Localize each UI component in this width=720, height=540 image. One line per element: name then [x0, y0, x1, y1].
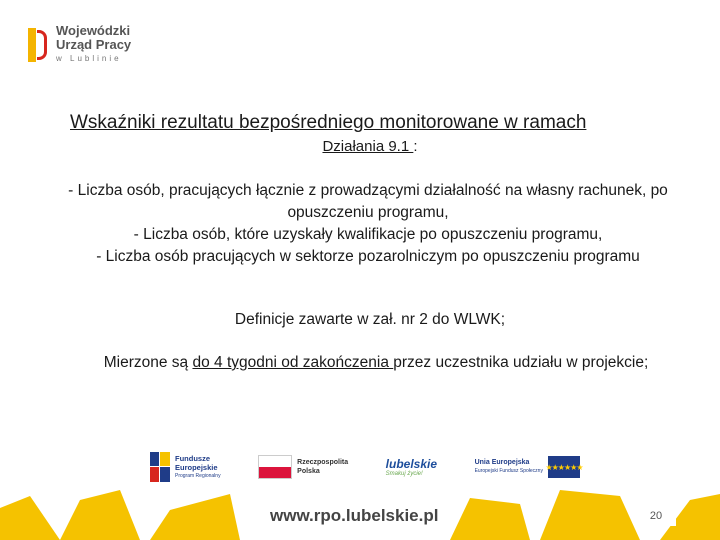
logo-line3: w Lublinie — [56, 54, 122, 63]
banner-shape — [60, 490, 140, 540]
eu-flag-icon: ★★★★★★ — [548, 456, 580, 478]
subtitle-colon: : — [413, 138, 418, 155]
banner-shape — [150, 494, 240, 540]
lubelskie-slogan: Smakuj życie! — [385, 471, 423, 477]
wup-lublin-logo — [28, 24, 131, 66]
banner-shape — [450, 498, 530, 540]
lubelskie-text: lubelskie — [385, 457, 438, 471]
page-number: 20 — [636, 506, 676, 526]
fundusze-europejskie-logo — [150, 452, 221, 482]
definitions-note: Definicje zawarte w zał. nr 2 do WLWK; — [234, 311, 506, 328]
fundusze-europejskie-icon — [150, 452, 170, 482]
wup-logo-text — [56, 24, 131, 66]
fe-line1: Fundusze — [175, 453, 210, 463]
list-item: - Liczba osób pracujących w sektorze pozarolniczym po opuszczeniu programu — [96, 248, 640, 265]
fe-line3: Program Regionalny — [175, 472, 221, 479]
website-url[interactable]: www.rpo.lubelskie.pl — [270, 506, 439, 525]
eu-line2: Europejski Fundusz Społeczny — [474, 468, 543, 474]
unia-europejska-logo — [474, 456, 583, 478]
logo-line2: Urząd Pracy — [56, 37, 132, 52]
banner-shape — [540, 490, 640, 540]
measured-post: przez uczestnika udziału w projekcie; — [393, 354, 649, 371]
slide-subtitle — [0, 138, 720, 155]
subtitle-underlined: Działania 9.1 — [322, 138, 414, 155]
indicator-list — [60, 180, 676, 268]
fe-line2: Europejskie — [175, 462, 218, 472]
polish-flag-icon — [258, 455, 292, 479]
lubelskie-logo — [386, 457, 437, 477]
list-item: - Liczba osób, pracujących łącznie z prowadzącymi działalność na własny rachunek, po opuszczeniu programu, — [68, 182, 668, 221]
rp-line2: Polska — [297, 468, 320, 475]
list-item: - Liczba osób, które uzyskały kwalifikacje po opuszczeniu programu, — [133, 226, 603, 243]
rp-line1: Rzeczpospolita — [297, 459, 349, 466]
rzeczpospolita-polska-logo — [258, 455, 348, 479]
eu-line1: Unia Europejska — [474, 459, 530, 466]
logo-line1: Wojewódzki — [56, 23, 131, 38]
funding-logos-strip — [150, 444, 583, 490]
measured-pre: Mierzone są — [103, 354, 193, 371]
slide-title: Wskaźniki rezultatu bezpośredniego monitorowane w ramach — [70, 112, 587, 133]
measured-underlined: do 4 tygodni od zakończenia — [192, 354, 394, 371]
measurement-note — [96, 352, 656, 374]
banner-shape — [0, 496, 60, 540]
wup-logo-icon — [28, 28, 50, 62]
